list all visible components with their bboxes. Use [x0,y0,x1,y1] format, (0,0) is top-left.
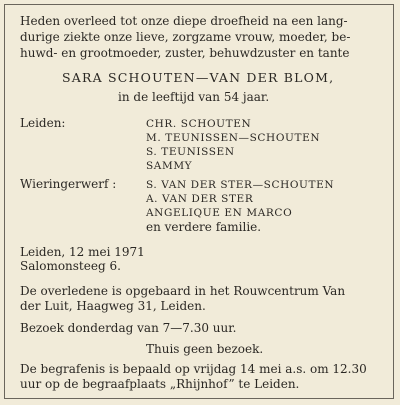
family-name-3: S. TEUNISSEN [146,146,235,158]
age-line: in de leeftijd van 54 jaar. [118,90,270,104]
funeral-line-1: De begrafenis is bepaald op vrijdag 14 mei a.s. om 12.30 [20,362,367,376]
family-name-1: CHR. SCHOUTEN [146,118,252,130]
funeral-line-2: uur op de begraafplaats „Rhijnhof” te Leiden. [20,377,300,391]
address-line: Salomonsteeg 6. [20,259,121,273]
intro-line-1: Heden overleed tot onze diepe droefheid na een lang- [20,14,348,28]
intro-line-3: huwd- en grootmoeder, zuster, behuwdzuster en tante [20,46,350,60]
place-leiden: Leiden: [20,116,66,130]
place-wieringerwerf: Wieringerwerf : [20,177,117,191]
family-name-2: M. TEUNISSEN—SCHOUTEN [146,132,321,144]
date-line: Leiden, 12 mei 1971 [20,245,145,259]
family-name-6: A. VAN DER STER [146,193,254,205]
family-name-4: SAMMY [146,160,193,172]
family-name-5: S. VAN DER STER—SCHOUTEN [146,179,335,191]
family-name-7: ANGELIQUE EN MARCO [146,207,293,219]
family-closing: en verdere familie. [146,220,262,234]
intro-line-2: durige ziekte onze lieve, zorgzame vrouw, moeder, be- [20,30,351,44]
no-visit-line: Thuis geen bezoek. [146,342,264,356]
laid-out-line-2: der Luit, Haagweg 31, Leiden. [20,299,206,313]
laid-out-line-1: De overledene is opgebaard in het Rouwcentrum Van [20,284,346,298]
deceased-name: SARA SCHOUTEN—VAN DER BLOM, [62,70,335,85]
visit-line: Bezoek donderdag van 7—7.30 uur. [20,321,237,335]
